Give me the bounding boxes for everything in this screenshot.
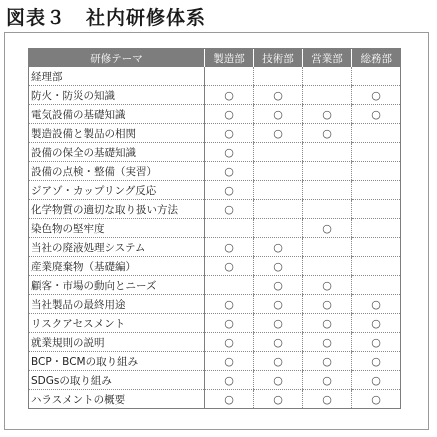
department-mark-cell <box>352 200 401 219</box>
training-theme-cell: SDGsの取り組み <box>29 371 205 390</box>
department-mark-cell <box>254 67 303 86</box>
training-theme-cell: 当社製品の最終用途 <box>29 295 205 314</box>
table-body <box>29 67 401 409</box>
department-mark-cell: ○ <box>254 333 303 352</box>
department-mark-cell: ○ <box>205 314 254 333</box>
department-mark-cell: ○ <box>254 314 303 333</box>
table-row <box>29 390 401 409</box>
department-mark-cell <box>352 257 401 276</box>
department-mark-cell <box>254 143 303 162</box>
department-mark-cell <box>303 238 352 257</box>
department-mark-cell: ○ <box>254 105 303 124</box>
department-mark-cell <box>352 276 401 295</box>
table-row <box>29 143 401 162</box>
department-mark-cell: ○ <box>205 390 254 409</box>
table-row <box>29 257 401 276</box>
table-row <box>29 352 401 371</box>
department-mark-cell: ○ <box>303 124 352 143</box>
department-mark-cell: ○ <box>205 105 254 124</box>
table-row <box>29 371 401 390</box>
department-mark-cell <box>303 257 352 276</box>
department-mark-cell <box>303 181 352 200</box>
department-mark-cell: ○ <box>205 181 254 200</box>
training-theme-cell: 防火・防災の知識 <box>29 86 205 105</box>
training-theme-cell: 製造設備と製品の相関 <box>29 124 205 143</box>
department-mark-cell: ○ <box>205 162 254 181</box>
training-theme-cell: ハラスメントの概要 <box>29 390 205 409</box>
department-mark-cell: ○ <box>303 276 352 295</box>
department-mark-cell: ○ <box>254 86 303 105</box>
table-row <box>29 276 401 295</box>
department-mark-cell: ○ <box>303 219 352 238</box>
department-mark-cell: ○ <box>352 295 401 314</box>
training-theme-cell: 電気設備の基礎知識 <box>29 105 205 124</box>
training-theme-cell: 顧客・市場の動向とニーズ <box>29 276 205 295</box>
training-theme-cell: ジアゾ・カップリング反応 <box>29 181 205 200</box>
training-theme-cell: 就業規則の説明 <box>29 333 205 352</box>
header-engineering: 技術部 <box>254 49 303 68</box>
department-mark-cell <box>254 181 303 200</box>
department-mark-cell: ○ <box>254 295 303 314</box>
table-row <box>29 86 401 105</box>
department-mark-cell: ○ <box>205 352 254 371</box>
department-mark-cell: ○ <box>205 238 254 257</box>
department-mark-cell <box>303 67 352 86</box>
department-mark-cell <box>352 124 401 143</box>
training-theme-cell: 産業廃棄物（基礎編） <box>29 257 205 276</box>
header-general-affairs: 総務部 <box>352 49 401 68</box>
table-row <box>29 162 401 181</box>
department-mark-cell <box>205 276 254 295</box>
department-mark-cell: ○ <box>303 371 352 390</box>
table-row <box>29 333 401 352</box>
training-theme-cell: 当社の廃液処理システム <box>29 238 205 257</box>
department-mark-cell: ○ <box>303 295 352 314</box>
table-row <box>29 200 401 219</box>
department-mark-cell <box>254 200 303 219</box>
header-theme: 研修テーマ <box>29 49 205 68</box>
header-sales: 営業部 <box>303 49 352 68</box>
department-mark-cell: ○ <box>254 124 303 143</box>
department-mark-cell <box>303 143 352 162</box>
department-mark-cell <box>254 162 303 181</box>
department-mark-cell: ○ <box>352 390 401 409</box>
department-mark-cell: ○ <box>352 371 401 390</box>
table-header-row <box>29 49 401 68</box>
department-mark-cell: ○ <box>205 200 254 219</box>
table-row <box>29 314 401 333</box>
table-row <box>29 238 401 257</box>
department-mark-cell: ○ <box>205 333 254 352</box>
training-theme-cell: リスクアセスメント <box>29 314 205 333</box>
department-mark-cell: ○ <box>254 390 303 409</box>
department-mark-cell: ○ <box>303 390 352 409</box>
department-mark-cell: ○ <box>205 143 254 162</box>
department-mark-cell <box>303 86 352 105</box>
training-theme-cell: 化学物質の適切な取り扱い方法 <box>29 200 205 219</box>
header-manufacturing: 製造部 <box>205 49 254 68</box>
training-theme-cell: 設備の保全の基礎知識 <box>29 143 205 162</box>
department-mark-cell: ○ <box>352 105 401 124</box>
department-mark-cell: ○ <box>254 352 303 371</box>
department-mark-cell: ○ <box>303 333 352 352</box>
department-mark-cell <box>352 162 401 181</box>
department-mark-cell: ○ <box>352 352 401 371</box>
department-mark-cell: ○ <box>205 86 254 105</box>
department-mark-cell: ○ <box>352 314 401 333</box>
department-mark-cell: ○ <box>352 86 401 105</box>
department-mark-cell: ○ <box>205 124 254 143</box>
department-mark-cell: ○ <box>205 257 254 276</box>
table-row <box>29 181 401 200</box>
department-mark-cell: ○ <box>254 371 303 390</box>
department-mark-cell: ○ <box>352 333 401 352</box>
department-mark-cell <box>205 67 254 86</box>
table-row <box>29 124 401 143</box>
training-theme-cell: BCP・BCMの取り組み <box>29 352 205 371</box>
table-row <box>29 105 401 124</box>
department-mark-cell <box>352 181 401 200</box>
department-mark-cell: ○ <box>254 257 303 276</box>
department-mark-cell: ○ <box>205 295 254 314</box>
training-theme-cell: 染色物の堅牢度 <box>29 219 205 238</box>
department-mark-cell: ○ <box>254 238 303 257</box>
department-mark-cell <box>352 67 401 86</box>
department-mark-cell <box>352 143 401 162</box>
department-mark-cell: ○ <box>205 371 254 390</box>
department-mark-cell <box>303 200 352 219</box>
department-mark-cell <box>254 219 303 238</box>
training-theme-cell: 経理部 <box>29 67 205 86</box>
department-mark-cell <box>352 238 401 257</box>
table-row <box>29 295 401 314</box>
department-mark-cell <box>352 219 401 238</box>
department-mark-cell: ○ <box>303 352 352 371</box>
table-row <box>29 219 401 238</box>
department-mark-cell: ○ <box>303 314 352 333</box>
table-row <box>29 67 401 86</box>
department-mark-cell <box>205 219 254 238</box>
department-mark-cell: ○ <box>254 276 303 295</box>
department-mark-cell <box>303 162 352 181</box>
department-mark-cell: ○ <box>303 105 352 124</box>
figure-title: 図表３ 社内研修体系 <box>6 7 207 29</box>
training-table <box>28 48 401 409</box>
training-theme-cell: 設備の点検・整備（実習） <box>29 162 205 181</box>
